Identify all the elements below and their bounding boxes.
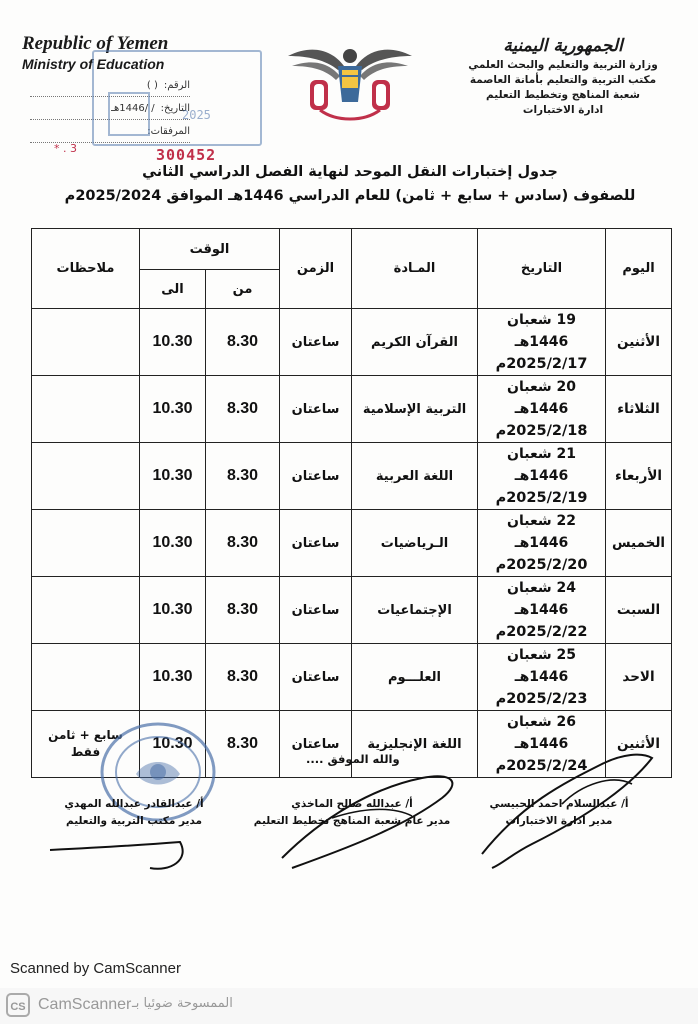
cell-notes bbox=[32, 510, 140, 577]
table-row bbox=[32, 510, 672, 577]
signature-right-name: أ/ عبدالسلام احمد الحبيسي bbox=[489, 798, 629, 810]
ref-date-label: التاريخ: bbox=[160, 103, 190, 114]
cell-date bbox=[478, 510, 606, 577]
signature-middle-title: مدير عام شعبة المناهج تخطيط التعليم bbox=[253, 815, 451, 827]
signature-left-title: مدير مكتب التربية والتعليم bbox=[65, 815, 203, 827]
date-gregorian: 2025/2/24م bbox=[495, 758, 588, 774]
cell-date bbox=[478, 309, 606, 376]
header-to: الى bbox=[140, 270, 206, 309]
arabic-line-3: شعبة المناهج وتخطيط التعليم bbox=[486, 89, 640, 101]
date-hijri: 19 شعبان 1446هـ bbox=[507, 312, 576, 350]
cell-day: الأثنين bbox=[606, 309, 672, 376]
table-body bbox=[32, 309, 672, 778]
exam-schedule-table bbox=[31, 228, 672, 778]
cell-from: 8.30 bbox=[206, 376, 280, 443]
cell-subject: الإجتماعيات bbox=[352, 577, 478, 644]
cell-date bbox=[478, 644, 606, 711]
table-row bbox=[32, 644, 672, 711]
header-time: الوقت bbox=[140, 229, 280, 270]
table-row bbox=[32, 577, 672, 644]
cell-duration: ساعتان bbox=[280, 577, 352, 644]
header-notes: ملاحظات bbox=[32, 229, 140, 309]
cell-subject: الـرياضيات bbox=[352, 510, 478, 577]
date-gregorian: 2025/2/18م bbox=[495, 423, 588, 439]
received-stamp bbox=[92, 50, 262, 146]
cell-notes: سابع + ثامن فقط bbox=[32, 711, 140, 778]
header-date: التاريخ bbox=[478, 229, 606, 309]
signature-middle bbox=[252, 796, 452, 830]
date-gregorian: 2025/2/17م bbox=[495, 356, 588, 372]
serial-number: 300452 bbox=[156, 146, 217, 164]
ministry-english: Ministry of Education bbox=[22, 56, 165, 72]
cell-to: 10.30 bbox=[140, 644, 206, 711]
header-day: اليوم bbox=[606, 229, 672, 309]
ref-date-value: / /1446هـ bbox=[111, 103, 155, 114]
cell-subject: اللغة الإنجليزية bbox=[352, 711, 478, 778]
cell-subject: التربية الإسلامية bbox=[352, 376, 478, 443]
header-subject: المـادة bbox=[352, 229, 478, 309]
cell-from: 8.30 bbox=[206, 510, 280, 577]
cell-day: الخميس bbox=[606, 510, 672, 577]
cell-from: 8.30 bbox=[206, 644, 280, 711]
cell-duration: ساعتان bbox=[280, 644, 352, 711]
date-gregorian: 2025/2/23م bbox=[495, 691, 588, 707]
cell-date bbox=[478, 711, 606, 778]
cell-day: السبت bbox=[606, 577, 672, 644]
signature-middle-name: أ/ عبدالله صالح الماخذي bbox=[291, 798, 413, 810]
cell-duration: ساعتان bbox=[280, 376, 352, 443]
signature-right-title: مدير ادارة الاختبارات bbox=[505, 815, 613, 827]
schedule-title bbox=[60, 160, 640, 208]
cell-from: 8.30 bbox=[206, 577, 280, 644]
cell-date bbox=[478, 376, 606, 443]
cell-notes bbox=[32, 644, 140, 711]
cell-notes bbox=[32, 577, 140, 644]
cell-date bbox=[478, 443, 606, 510]
header-duration: الزمن bbox=[280, 229, 352, 309]
cell-from: 8.30 bbox=[206, 711, 280, 778]
serial-prefix: * . 3 bbox=[54, 142, 77, 155]
camscanner-name: CamScanner bbox=[38, 996, 132, 1013]
ref-number-label: الرقم: bbox=[163, 80, 190, 91]
camscanner-watermark bbox=[0, 988, 698, 1024]
date-hijri: 25 شعبان 1446هـ bbox=[507, 647, 576, 685]
camscanner-arabic: الممسوحة ضوئيا بـ bbox=[132, 996, 233, 1011]
ref-attachments-label: المرفقات: bbox=[147, 126, 190, 137]
arabic-line-2: مكتب التربية والتعليم بأمانة العاصمة bbox=[469, 74, 657, 86]
cell-to: 10.30 bbox=[140, 711, 206, 778]
cell-duration: ساعتان bbox=[280, 711, 352, 778]
table-header-row bbox=[32, 229, 672, 270]
stamp-box bbox=[108, 92, 150, 136]
cell-day: الأثنين bbox=[606, 711, 672, 778]
cell-date bbox=[478, 577, 606, 644]
cell-duration: ساعتان bbox=[280, 309, 352, 376]
arabic-header bbox=[448, 34, 678, 118]
signature-left bbox=[34, 796, 234, 830]
cell-duration: ساعتان bbox=[280, 443, 352, 510]
table-row bbox=[32, 309, 672, 376]
table-row bbox=[32, 376, 672, 443]
date-gregorian: 2025/2/22م bbox=[495, 624, 588, 640]
header-from: من bbox=[206, 270, 280, 309]
republic-english: Republic of Yemen bbox=[22, 33, 169, 54]
date-hijri: 24 شعبان 1446هـ bbox=[507, 580, 576, 618]
date-hijri: 26 شعبان 1446هـ bbox=[507, 714, 576, 752]
cell-day: الأربعاء bbox=[606, 443, 672, 510]
cell-notes bbox=[32, 443, 140, 510]
cell-to: 10.30 bbox=[140, 376, 206, 443]
signature-right bbox=[464, 796, 654, 830]
date-hijri: 21 شعبان 1446هـ bbox=[507, 446, 576, 484]
cell-to: 10.30 bbox=[140, 510, 206, 577]
signature-left-name: أ/ عبدالقادر عبدالله المهدي bbox=[64, 798, 204, 810]
yemen-emblem-icon bbox=[282, 36, 418, 124]
cell-notes bbox=[32, 309, 140, 376]
stamp-year: 2025 bbox=[182, 108, 211, 122]
table-row bbox=[32, 443, 672, 510]
republic-arabic: الجمهورية اليمنية bbox=[503, 36, 623, 56]
date-gregorian: 2025/2/20م bbox=[495, 557, 588, 573]
date-gregorian: 2025/2/19م bbox=[495, 490, 588, 506]
cell-from: 8.30 bbox=[206, 309, 280, 376]
cell-day: الثلاثاء bbox=[606, 376, 672, 443]
cell-to: 10.30 bbox=[140, 577, 206, 644]
cell-notes bbox=[32, 376, 140, 443]
date-hijri: 22 شعبان 1446هـ bbox=[507, 513, 576, 551]
scanned-by-text: Scanned by CamScanner bbox=[10, 960, 181, 977]
date-hijri: 20 شعبان 1446هـ bbox=[507, 379, 576, 417]
cell-to: 10.30 bbox=[140, 443, 206, 510]
title-line-2: للصفوف (سادس + سابع + ثامن) للعام الدراسي 1446هـ الموافق 2025/2024م bbox=[64, 188, 636, 204]
ref-number-value: ( ) bbox=[146, 80, 158, 91]
camscanner-icon: CS bbox=[6, 993, 30, 1017]
cell-subject: القرآن الكريم bbox=[352, 309, 478, 376]
cell-from: 8.30 bbox=[206, 443, 280, 510]
cell-duration: ساعتان bbox=[280, 510, 352, 577]
arabic-line-4: ادارة الاختبارات bbox=[522, 104, 604, 116]
cell-day: الاحد bbox=[606, 644, 672, 711]
closing-text: والله الموفق .... bbox=[306, 752, 400, 766]
arabic-line-1: وزارة التربية والتعليم والبحث العلمي bbox=[468, 59, 658, 71]
cell-to: 10.30 bbox=[140, 309, 206, 376]
cell-subject: اللغة العربية bbox=[352, 443, 478, 510]
title-line-1: جدول إختبارات النقل الموحد لنهاية الفصل الدراسي الثاني bbox=[142, 164, 558, 180]
cell-subject: العلـــوم bbox=[352, 644, 478, 711]
